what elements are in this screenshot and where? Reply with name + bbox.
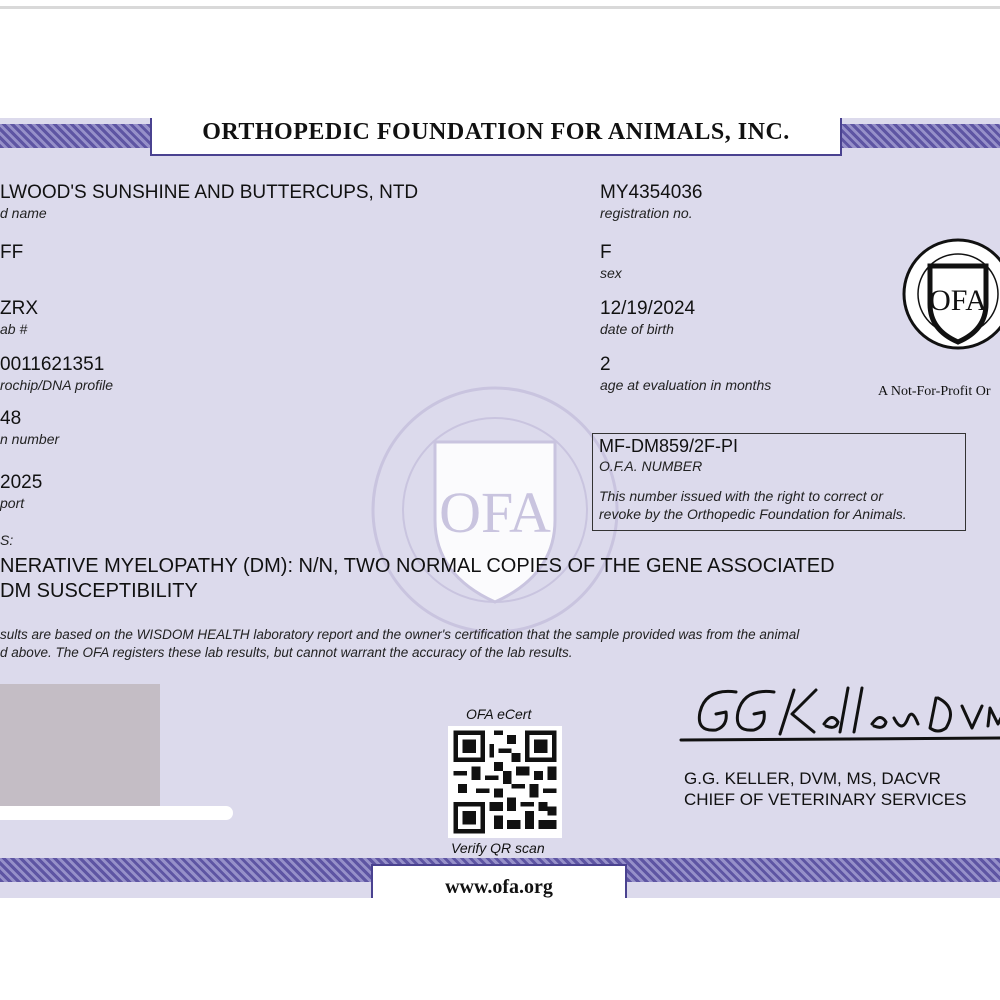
breed-value: FF (0, 242, 24, 263)
application-number: 48 (0, 408, 22, 429)
ofa-number: MF-DM859/2F-PI (599, 436, 739, 456)
disclaimer-line-2: d above. The OFA registers these lab results, but cannot warrant the accuracy of the lab results. (0, 645, 573, 660)
microchip-label: rochip/DNA profile (0, 377, 114, 393)
certificate (0, 118, 1000, 898)
application-number-label: n number (0, 431, 60, 447)
registration-field (600, 182, 702, 221)
top-divider (0, 6, 1000, 9)
application-number-field (0, 408, 59, 447)
not-for-profit-text: A Not-For-Profit Or (878, 384, 991, 399)
sex-field (600, 242, 622, 281)
signer-block (684, 768, 966, 810)
footer-url[interactable]: www.ofa.org (371, 864, 627, 898)
date-of-birth: 12/19/2024 (600, 298, 696, 319)
registered-name-field (0, 182, 418, 221)
signer-name: G.G. KELLER, DVM, MS, DACVR (684, 769, 941, 788)
microchip-field (0, 354, 113, 393)
ofa-number-label: O.F.A. NUMBER (599, 458, 703, 474)
redacted-area (0, 684, 160, 806)
result-line-1: NERATIVE MYELOPATHY (DM): N/N, TWO NORMAL COPIES OF THE GENE ASSOCIATED (0, 555, 835, 577)
age-label: age at evaluation in months (600, 377, 772, 393)
ofa-number-box (592, 433, 966, 531)
registration-label: registration no. (600, 205, 693, 221)
signature-image (676, 678, 1000, 748)
dob-field (600, 298, 695, 337)
sex-label: sex (600, 265, 622, 281)
ofa-seal-icon (900, 238, 1000, 350)
dob-label: date of birth (600, 321, 674, 337)
disclaimer-line-1: sults are based on the WISDOM HEALTH laboratory report and the owner's certification that the sample provided was from the animal (0, 627, 800, 642)
sex-value: F (600, 242, 612, 263)
results-label: S: (0, 532, 14, 548)
verify-qr-label: Verify QR scan (451, 840, 545, 856)
signer-title: CHIEF OF VETERINARY SERVICES (684, 790, 967, 809)
report-date-label: port (0, 495, 25, 511)
ofa-note-line-2: revoke by the Orthopedic Foundation for Animals. (599, 506, 907, 522)
age-field (600, 354, 771, 393)
registration-number: MY4354036 (600, 182, 703, 203)
ofa-number-note (599, 487, 959, 523)
redacted-strip (0, 806, 233, 820)
result-line-2: DM SUSCEPTIBILITY (0, 580, 198, 602)
disclaimer (0, 626, 799, 662)
registered-name: LWOOD'S SUNSHINE AND BUTTERCUPS, NTD (0, 182, 419, 203)
lab-number-label: ab # (0, 321, 28, 337)
certificate-title: ORTHOPEDIC FOUNDATION FOR ANIMALS, INC. (150, 118, 842, 156)
lab-number: ZRX (0, 298, 38, 319)
test-result (0, 554, 835, 604)
report-date-field (0, 472, 42, 511)
seal-text: OFA (929, 284, 987, 317)
breed-field (0, 242, 23, 264)
age-months: 2 (600, 354, 611, 375)
registered-name-label: d name (0, 205, 47, 221)
svg-text:OFA: OFA (439, 480, 551, 545)
ofa-note-line-1: This number issued with the right to correct or (599, 488, 884, 504)
microchip-number: 0011621351 (0, 354, 105, 375)
ecert-label: OFA eCert (466, 706, 532, 722)
qr-code-icon[interactable] (448, 726, 562, 838)
lab-number-field (0, 298, 38, 337)
report-date: 2025 (0, 472, 43, 493)
